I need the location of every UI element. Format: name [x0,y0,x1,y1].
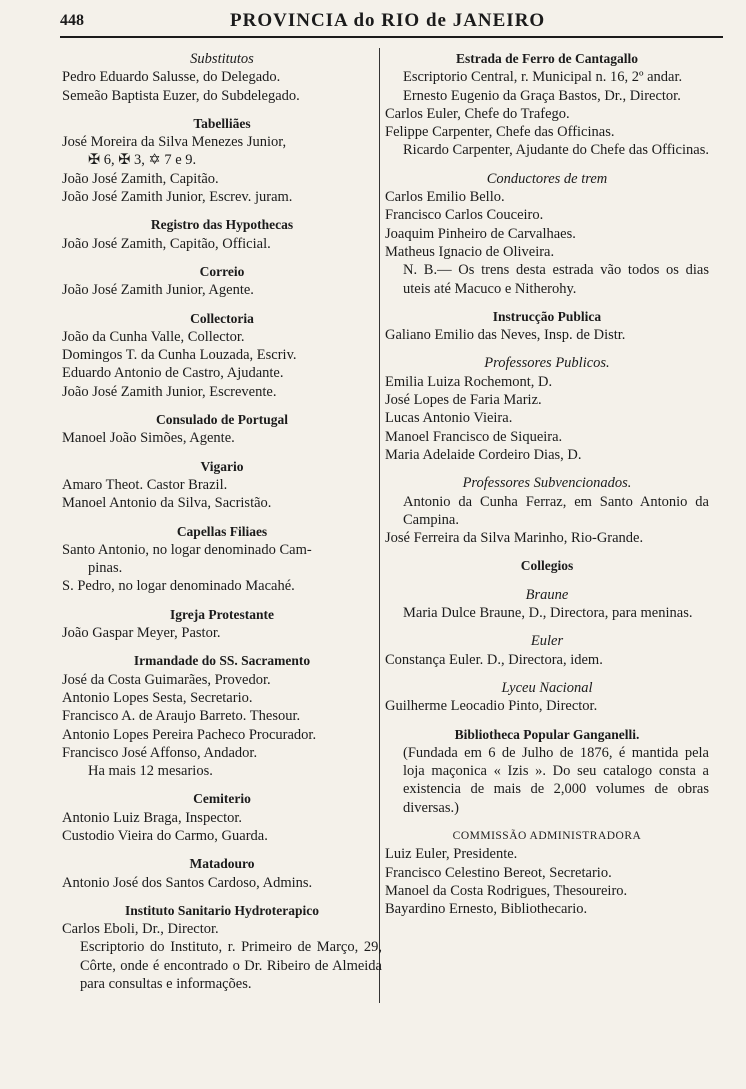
entry-line: José Moreira da Silva Menezes Junior, [62,134,287,151]
section-registro-das-hypothecas [62,216,382,253]
section-heading: Professores Publicos. [484,355,610,372]
entry-line: Semeão Baptista Euzer, do Subdelegado. [62,87,300,104]
entry-line: Galiano Emilio das Neves, Insp. de Distr. [385,327,626,344]
entry-line: Carlos Emilio Bello. [385,189,505,206]
section-substitutos [62,50,382,105]
entry-line: Manoel Francisco de Siqueira. [385,428,563,445]
entry-line: Manoel Antonio da Silva, Sacristão. [62,495,272,512]
section-heading: Instituto Sanitario Hydroterapico [124,902,319,918]
entry-line: Bayardino Ernesto, Bibliothecario. [385,901,588,918]
section-vigario [62,458,382,513]
section-heading: Conductores de trem [486,170,608,187]
entry-line: Manoel da Costa Rodrigues, Thesoureiro. [385,882,628,899]
left-column [62,40,382,993]
entry-line: pinas. [88,560,123,577]
entry-line: Luiz Euler, Presidente. [385,846,518,863]
entry-line: Manoel João Simões, Agente. [62,430,235,447]
page-header [60,6,725,34]
entry-line: Domingos T. da Cunha Louzada, Escriv. [62,347,297,364]
entry-line: José Lopes de Faria Mariz. [385,392,542,409]
right-column [385,40,709,918]
section-matadouro [62,855,382,892]
entry-line: Felippe Carpenter, Chefe das Officinas. [385,124,615,141]
entry-line: ✠ 6, ✠ 3, ✡ 7 e 9. [88,152,197,169]
section-heading: Vigario [200,458,244,474]
entry-line: João José Zamith Junior, Agente. [62,282,254,299]
section-capellas-filiaes [62,523,382,596]
section-lyceu-nacional [385,679,709,716]
entry-line: Emilia Luiza Rochemont, D. [385,373,553,390]
section-commissao-administradora [385,827,709,918]
entry-line: (Fundada em 6 de Julho de 1876, é mantida pela loja maçonica « Izis ». Do seu catalogo consta a existencia de mais de 2,000 volumes de obras diversas.) [403,744,709,816]
entry-line: Joaquim Pinheiro de Carvalhaes. [385,225,576,242]
section-bibliotheca-popular-ganganelli [385,726,709,817]
entry-line: Escriptorio Central, r. Municipal n. 16, 2º andar. [403,69,683,86]
section-heading: Euler [530,633,564,650]
page-number: 448 [60,12,84,29]
entry-line: Antonio Lopes Pereira Pacheco Procurador. [62,726,317,743]
entry-line: Antonio José dos Santos Cardoso, Admins. [62,874,313,891]
entry-line: Guilherme Leocadio Pinto, Director. [385,698,598,715]
section-irmandade-do-ss-sacramento [62,652,382,780]
header-rule [60,36,723,38]
section-professores-subvencionados [385,474,709,547]
section-instruccao-publica [385,308,709,345]
section-heading: Igreja Protestante [169,606,275,622]
section-heading: Estrada de Ferro de Cantagallo [456,51,638,66]
section-heading: Matadouro [189,856,255,872]
section-heading: COMMISSÃO ADMINISTRADORA [452,829,642,842]
section-estrada-de-ferro-de-cantagallo [385,50,709,160]
entry-line: Santo Antonio, no logar denominado Cam- [62,541,312,558]
section-correio [62,263,382,300]
entry-line: João José Zamith, Capitão. [62,170,219,187]
entry-line: Ernesto Eugenio da Graça Bastos, Dr., Director. [403,87,681,104]
running-title: PROVINCIA do RIO de JANEIRO [230,10,546,31]
entry-line: Pedro Eduardo Salusse, do Delegado. [62,69,281,86]
section-consulado-de-portugal [62,411,382,448]
entry-line: Francisco Celestino Bereot, Secretario. [385,864,612,881]
section-heading: Lyceu Nacional [501,679,593,696]
entry-line: Lucas Antonio Vieira. [385,410,513,427]
entry-line: Constança Euler. D., Directora, idem. [385,651,603,668]
entry-line: Amaro Theot. Castor Brazil. [62,476,228,493]
section-heading: Tabelliães [193,115,251,131]
section-heading: Registro das Hypothecas [150,217,294,233]
entry-line: N. B.— Os trens desta estrada vão todos os dias uteis até Macuco e Nitherohy. [403,262,709,297]
entry-line: Maria Adelaide Cordeiro Dias, D. [385,446,582,463]
section-heading: Instrucção Publica [492,308,602,324]
entry-line: Escriptorio do Instituto, r. Primeiro de Março, 29, Côrte, onde é encontrado o Dr. Ribeiro de Almeida para consultas e informações. [80,939,382,993]
entry-line: Maria Dulce Braune, D., Directora, para meninas. [403,605,693,622]
section-professores-publicos [385,354,709,464]
entry-line: João José Zamith, Capitão, Official. [62,235,271,252]
entry-line: Matheus Ignacio de Oliveira. [385,243,555,260]
entry-line: João José Zamith Junior, Escrev. juram. [62,189,293,206]
entry-line: Custodio Vieira do Carmo, Guarda. [62,827,268,844]
section-heading: Bibliotheca Popular Ganganelli. [454,726,640,742]
section-heading: Correio [199,263,245,279]
section-cemiterio [62,790,382,845]
section-heading: Professores Subvencionados. [462,475,632,492]
entry-line: Francisco A. de Araujo Barreto. Thesour. [62,708,301,725]
entry-line: João da Cunha Valle, Collector. [62,328,245,345]
section-igreja-protestante [62,606,382,643]
entry-line: Ha mais 12 mesarios. [88,763,213,780]
section-heading: Irmandade do SS. Sacramento [133,653,311,669]
entry-line: João Gaspar Meyer, Pastor. [62,625,221,642]
entry-line: José Ferreira da Silva Marinho, Rio-Grande. [385,530,644,547]
section-heading: Collegios [520,558,574,574]
section-tabelliaes [62,115,382,206]
entry-line: Antonio Lopes Sesta, Secretario. [62,689,253,706]
section-collegios [385,557,709,575]
section-heading: Braune [525,586,569,603]
entry-line: Eduardo Antonio de Castro, Ajudante. [62,365,284,382]
section-heading: Consulado de Portugal [155,412,289,428]
entry-line: Ricardo Carpenter, Ajudante do Chefe das Officinas. [403,142,709,159]
entry-line: Francisco Carlos Couceiro. [385,207,544,224]
entry-line: Francisco José Affonso, Andador. [62,744,258,761]
section-heading: Capellas Filiaes [176,523,268,539]
entry-line: Carlos Eboli, Dr., Director. [62,921,219,938]
section-heading: Collectoria [190,310,254,326]
section-euler [385,632,709,669]
entry-line: João José Zamith Junior, Escrevente. [62,383,277,400]
section-collectoria [62,310,382,401]
entry-line: Carlos Euler, Chefe do Trafego. [385,105,570,122]
section-conductores-de-trem [385,170,709,298]
section-heading: Cemiterio [193,791,251,807]
entry-line: S. Pedro, no logar denominado Macahé. [62,578,295,595]
entry-line: Antonio da Cunha Ferraz, em Santo Antonio da Campina. [403,493,709,528]
section-instituto-sanitario-hydroterapico [62,902,382,993]
section-braune [385,586,709,623]
section-heading: Substitutos [190,51,254,67]
entry-line: Antonio Luiz Braga, Inspector. [62,809,242,826]
entry-line: José da Costa Guimarães, Provedor. [62,671,271,688]
